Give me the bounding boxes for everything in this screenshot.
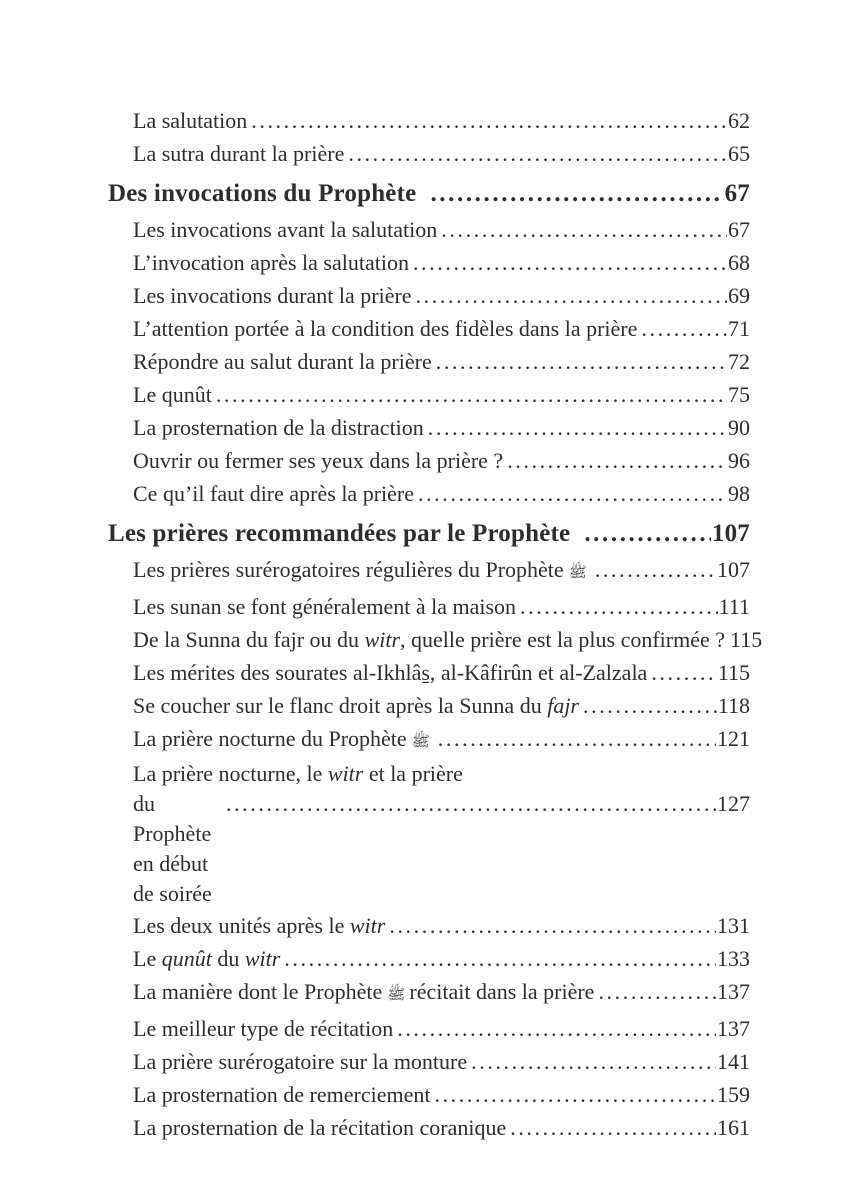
toc-entry-label: L’invocation après la salutation	[133, 250, 409, 275]
toc-page-number: 141	[717, 1049, 750, 1074]
toc-page-number: 69	[728, 283, 750, 308]
toc-section-title: Des invocations du Prophète	[108, 180, 417, 207]
toc-page-number: 161	[717, 1115, 750, 1140]
dot-leader	[226, 789, 716, 819]
toc-entry-label: L’attention portée à la condition des fidèles dans la prière	[133, 316, 638, 341]
toc-page-number: 133	[717, 946, 750, 971]
toc-page-number: 72	[728, 349, 750, 374]
dot-leader	[430, 175, 723, 213]
toc-page-number: 137	[717, 1016, 750, 1041]
toc-entry-label: Les invocations avant la salutation	[133, 217, 438, 242]
dot-leader	[471, 1045, 716, 1078]
toc-entry	[108, 104, 750, 137]
dot-leader	[438, 722, 716, 755]
dot-leader	[441, 213, 727, 246]
toc-entry-label: La prosternation de la distraction	[133, 415, 424, 440]
toc-entry-label: Les deux unités après le witr	[133, 913, 386, 938]
dot-leader	[641, 312, 727, 345]
toc-entry	[108, 656, 750, 689]
prophet-honorific-glyph: ﷺ	[568, 565, 587, 581]
toc-entry	[108, 312, 750, 345]
toc-entry	[108, 411, 750, 444]
dot-leader	[216, 378, 727, 411]
toc-entry-label-line2: du Prophète en début de soirée	[133, 791, 212, 906]
toc-entry	[108, 909, 750, 942]
toc-entry	[108, 213, 750, 246]
toc-entry	[108, 378, 750, 411]
toc-entry-label: La manière dont le Prophète ﷺ récitait dans la prière	[133, 979, 595, 1004]
toc-entry-label: La sutra durant la prière	[133, 141, 345, 166]
dot-leader	[583, 689, 717, 722]
toc-page-number: 118	[717, 693, 750, 718]
toc-page-number: 121	[717, 726, 750, 751]
toc-entry-label: La prière nocturne du Prophète ﷺ	[133, 726, 430, 751]
toc-entry-label: La prosternation de la récitation coranique	[133, 1115, 507, 1140]
toc-page-number: 137	[717, 979, 750, 1004]
toc-entry-label: De la Sunna du fajr ou du witr, quelle prière est la plus confirmée ?	[133, 627, 726, 652]
toc-entry-label: Les invocations durant la prière	[133, 283, 412, 308]
toc-entry-label: Le meilleur type de récitation	[133, 1016, 394, 1041]
toc-entry-label: Répondre au salut durant la prière	[133, 349, 432, 374]
toc-entry	[108, 137, 750, 170]
toc-entry	[108, 689, 750, 722]
toc-page-number: 127	[717, 791, 750, 816]
toc-entry-label: Les prières surérogatoires régulières du Prophète ﷺ	[133, 557, 587, 582]
toc-entry	[108, 444, 750, 477]
toc-page-number: 96	[728, 448, 750, 473]
dot-leader	[416, 279, 727, 312]
toc-entry	[108, 345, 750, 378]
toc-entry	[108, 246, 750, 279]
dot-leader	[510, 1111, 716, 1144]
toc-entry	[108, 1078, 750, 1111]
dot-leader	[434, 1078, 716, 1111]
dot-leader	[413, 246, 727, 279]
toc-entry	[108, 1012, 750, 1045]
dot-leader	[428, 411, 727, 444]
dot-leader	[348, 137, 727, 170]
toc-entry	[108, 623, 763, 656]
toc-entry	[108, 590, 750, 623]
toc-entry-label: La prière surérogatoire sur la monture	[133, 1049, 468, 1074]
toc-entry-label: Le qunût	[133, 382, 212, 407]
dot-leader	[507, 444, 727, 477]
toc-page-number: 111	[718, 594, 750, 619]
toc-section-title: Les prières recommandées par le Prophète	[108, 520, 571, 547]
dot-leader	[284, 942, 716, 975]
prophet-honorific-glyph: ﷺ	[387, 987, 406, 1003]
toc-entry	[108, 553, 750, 590]
toc-page-number: 107	[711, 520, 750, 547]
dot-leader	[584, 515, 711, 553]
toc-entry-label: Les sunan se font généralement à la maison	[133, 594, 517, 619]
toc-page-number: 131	[717, 913, 750, 938]
toc-entry-label: Ce qu’il faut dire après la prière	[133, 481, 414, 506]
toc-page-number: 68	[728, 250, 750, 275]
dot-leader	[418, 477, 727, 510]
toc-page-number: 98	[728, 481, 750, 506]
toc-entry	[108, 477, 750, 510]
toc-entry-label: Ouvrir ou fermer ses yeux dans la prière ?	[133, 448, 504, 473]
toc-page-number: 115	[730, 627, 763, 652]
dot-leader	[520, 590, 718, 623]
toc-entry-label: La prosternation de remerciement	[133, 1082, 431, 1107]
toc-entry	[108, 722, 750, 759]
toc-entry-label-line1: La prière nocturne, le witr et la prière	[133, 761, 463, 786]
prophet-honorific-glyph: ﷺ	[411, 734, 430, 750]
toc-page-number: 90	[728, 415, 750, 440]
toc-page-number: 159	[717, 1082, 750, 1107]
toc-entry-label-line2-row	[133, 789, 750, 909]
toc-page-number: 67	[728, 217, 750, 242]
toc-entry-twoline	[108, 759, 750, 909]
dot-leader	[251, 104, 727, 137]
toc-page-number: 107	[717, 557, 750, 582]
toc-page-number: 62	[728, 108, 750, 133]
dot-leader	[436, 345, 727, 378]
toc-entry	[108, 1045, 750, 1078]
table-of-contents	[108, 104, 763, 1144]
dot-leader	[397, 1012, 716, 1045]
dot-leader	[651, 656, 716, 689]
toc-entry-label: Se coucher sur le flanc droit après la Sunna du fajr	[133, 693, 579, 718]
toc-section-heading	[108, 175, 750, 213]
toc-page-number: 115	[717, 660, 750, 685]
toc-entry	[108, 279, 750, 312]
toc-page-number: 65	[728, 141, 750, 166]
toc-entry	[108, 1111, 750, 1144]
toc-entry-label: Les mérites des sourates al-Ikhlâs̱, al-Kâfirûn et al-Zalzala	[133, 660, 648, 685]
toc-page-number: 67	[724, 180, 750, 207]
toc-page-number: 71	[728, 316, 750, 341]
toc-page-number: 75	[728, 382, 750, 407]
dot-leader	[595, 553, 716, 586]
toc-entry	[108, 942, 750, 975]
toc-entry	[108, 975, 750, 1012]
toc-entry-label: La salutation	[133, 108, 248, 133]
toc-entry-label: Le qunût du witr	[133, 946, 281, 971]
dot-leader	[598, 975, 716, 1008]
toc-section-heading	[108, 515, 750, 553]
dot-leader	[389, 909, 716, 942]
